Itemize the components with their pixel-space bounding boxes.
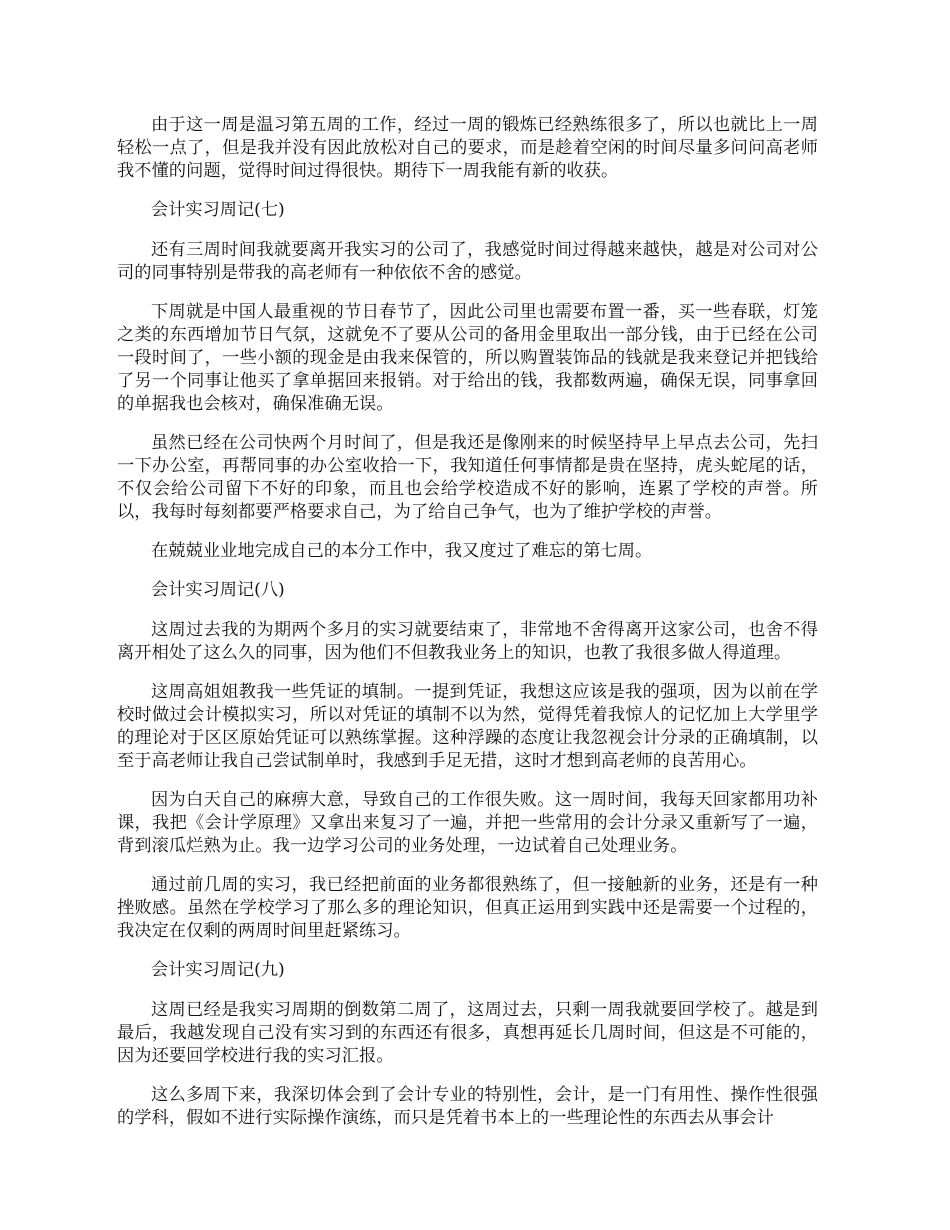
section-heading-week-9: 会计实习周记(九) [151,960,285,980]
paragraph-4: 虽然已经在公司快两个月时间了，但是我还是像刚来的时候坚持早上早点去公司，先扫一下办公室，再帮同事的办公室收拾一下，我知道任何事情都是贵在坚持，虎头蛇尾的话，不仅会给公司留下不好的印象，而且也会给学校造成不好的影响，连累了学校的声誉。所以，我每时每刻都要严格要求自己，为了给自己争气，也为了维护学校的声誉。 [117,433,818,522]
section-heading-week-7: 会计实习周记(七) [151,200,285,220]
paragraph-10: 这周已经是我实习周期的倒数第二周了，这周过去，只剩一周我就要回学校了。越是到最后，我越发现自己没有实习到的东西还有很多，真想再延长几周时间，但这是不可能的，因为还要回学校进行我的实习汇报。 [117,1000,818,1066]
paragraph-1: 由于这一周是温习第五周的工作，经过一周的锻炼已经熟练很多了，所以也就比上一周轻松一点了，但是我并没有因此放松对自己的要求，而是趁着空闲的时间尽量多问问高老师我不懂的问题，觉得时间过得很快。期待下一周我能有新的收获。 [117,115,818,181]
paragraph-8: 因为白天自己的麻痹大意，导致自己的工作很失败。这一周时间，我每天回家都用功补课，我把《会计学原理》又拿出来复习了一遍，并把一些常用的会计分录又重新写了一遍，背到滚瓜烂熟为止。我一边学习公司的业务处理，一边试着自己处理业务。 [117,790,818,856]
section-heading-week-8: 会计实习周记(八) [151,580,285,600]
paragraph-7: 这周高姐姐教我一些凭证的填制。一提到凭证，我想这应该是我的强项，因为以前在学校时做过会计模拟实习，所以对凭证的填制不以为然，觉得凭着我惊人的记忆加上大学里学的理论对于区区原始凭证可以熟练掌握。这种浮躁的态度让我忽视会计分录的正确填制，以至于高老师让我自己尝试制单时，我感到手足无措，这时才想到高老师的良苦用心。 [117,682,818,771]
paragraph-5: 在兢兢业业地完成自己的本分工作中，我又度过了难忘的第七周。 [151,541,653,561]
paragraph-9: 通过前几周的实习，我已经把前面的业务都很熟练了，但一接触新的业务，还是有一种挫败感。虽然在学校学习了那么多的理论知识，但真正运用到实践中还是需要一个过程的，我决定在仅剩的两周时间里赶紧练习。 [117,875,818,941]
paragraph-11: 这么多周下来，我深切体会到了会计专业的特别性，会计，是一门有用性、操作性很强的学科，假如不进行实际操作演练，而只是凭着书本上的一些理论性的东西去从事会计 [117,1085,818,1128]
paragraph-2: 还有三周时间我就要离开我实习的公司了，我感觉时间过得越来越快，越是对公司对公司的同事特别是带我的高老师有一种依依不舍的感觉。 [117,240,818,283]
paragraph-3: 下周就是中国人最重视的节日春节了，因此公司里也需要布置一番，买一些春联，灯笼之类的东西增加节日气氛，这就免不了要从公司的备用金里取出一部分钱，由于已经在公司一段时间了，一些小额的现金是由我来保管的，所以购置装饰品的钱就是我来登记并把钱给了另一个同事让他买了拿单据回来报销。对于给出的钱，我都数两遍，确保无误，同事拿回的单据我也会核对，确保准确无误。 [117,302,818,414]
paragraph-6: 这周过去我的为期两个多月的实习就要结束了，非常地不舍得离开这家公司，也舍不得离开相处了这么久的同事，因为他们不但教我业务上的知识，也教了我很多做人得道理。 [117,620,818,663]
